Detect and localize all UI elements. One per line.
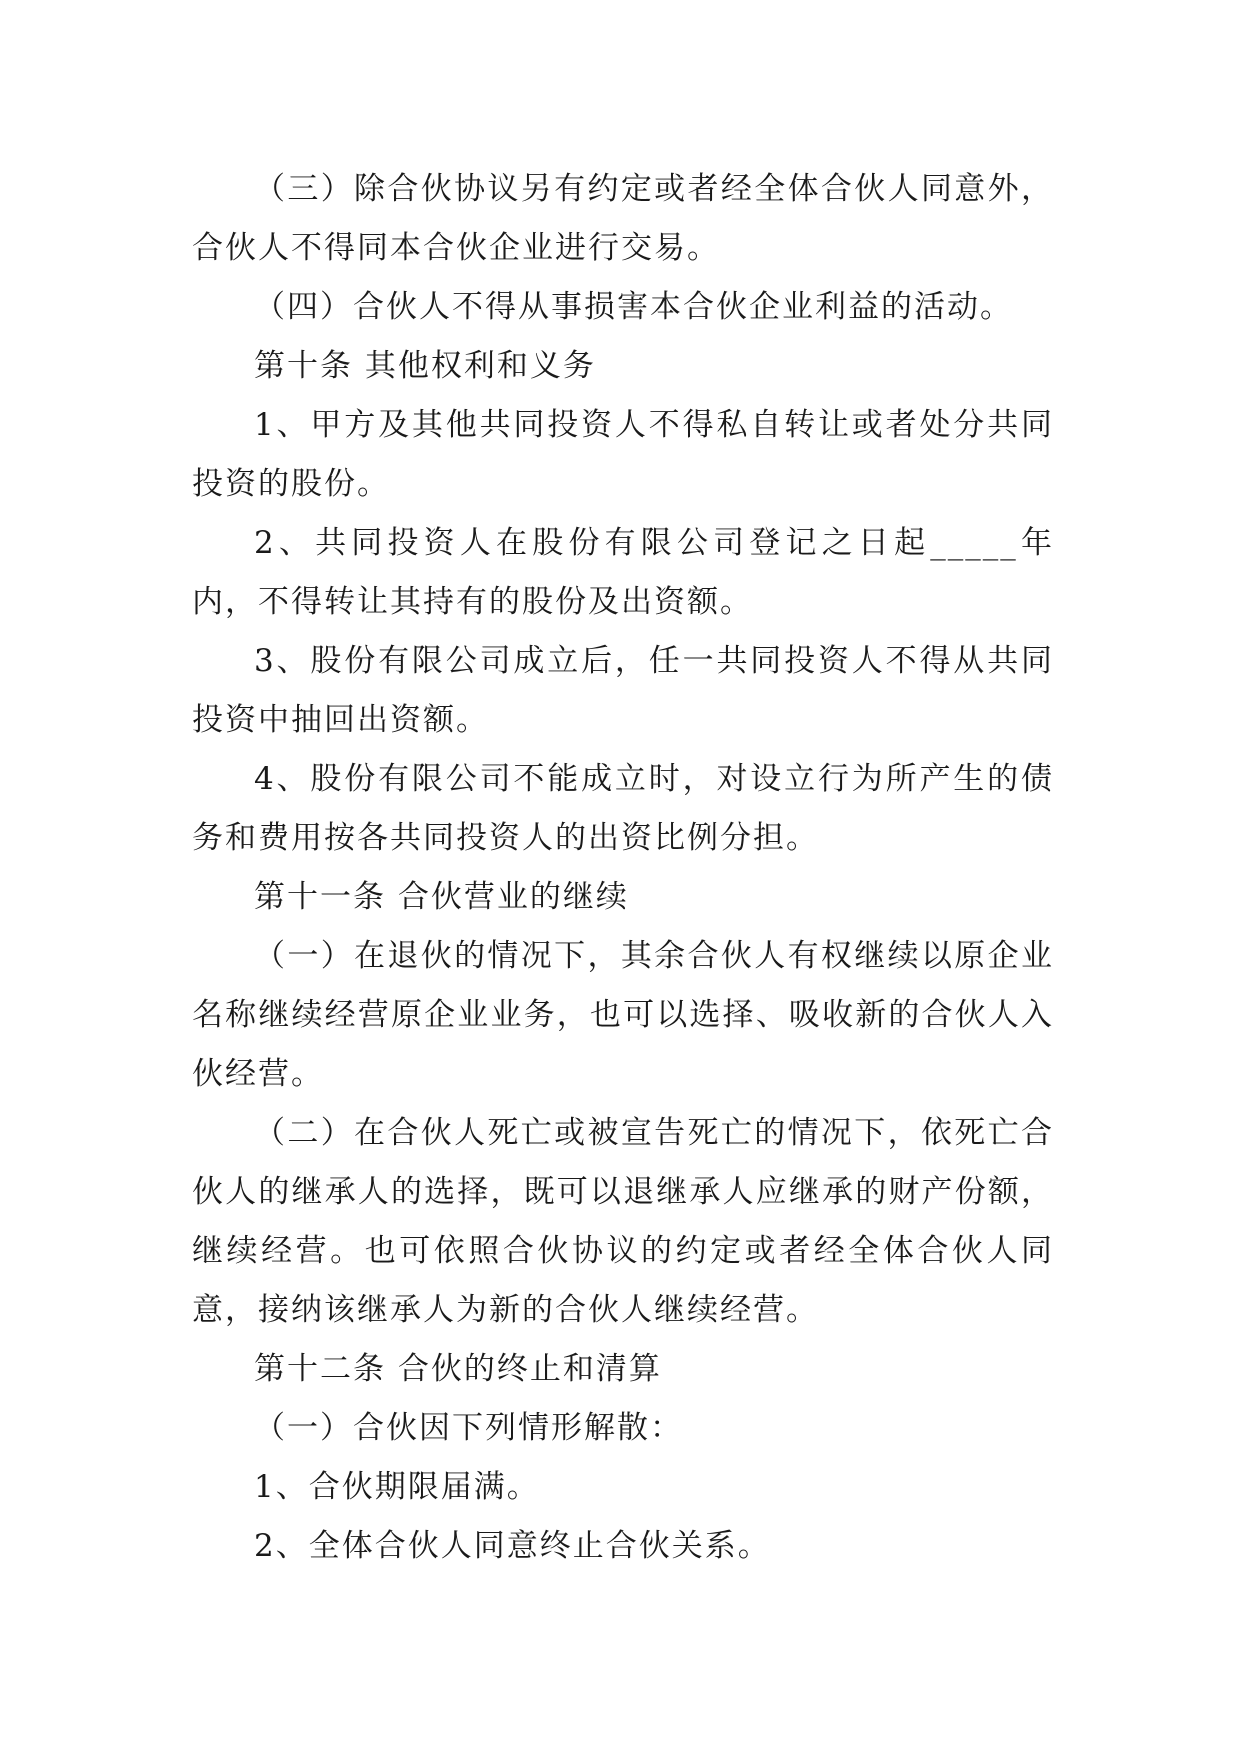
document-body xyxy=(192,160,1054,1576)
article-11-clause-1: （一）在退伙的情况下，其余合伙人有权继续以原企业名称继续经营原企业业务，也可以选择、吸收新的合伙人入伙经营。 xyxy=(192,938,1054,1092)
article-12-item-1: 1、合伙期限届满。 xyxy=(254,1469,540,1505)
article-10-item-4: 4、股份有限公司不能成立时，对设立行为所产生的债务和费用按各共同投资人的出资比例分担。 xyxy=(192,761,1054,856)
article-11-heading: 第十一条 合伙营业的继续 xyxy=(254,879,629,915)
article-12-item-2: 2、全体合伙人同意终止合伙关系。 xyxy=(254,1528,771,1564)
article-10-item-3: 3、股份有限公司成立后，任一共同投资人不得从共同投资中抽回出资额。 xyxy=(192,643,1054,738)
clause-4-paragraph: （四）合伙人不得从事损害本合伙企业利益的活动。 xyxy=(254,289,1013,325)
clause-3-paragraph: （三）除合伙协议另有约定或者经全体合伙人同意外，合伙人不得同本合伙企业进行交易。 xyxy=(192,171,1054,266)
article-10-heading: 第十条 其他权利和义务 xyxy=(254,348,596,384)
article-10-item-2: 2、共同投资人在股份有限公司登记之日起_____年内，不得转让其持有的股份及出资额。 xyxy=(192,525,1054,620)
article-12-clause-1: （一）合伙因下列情形解散： xyxy=(254,1410,683,1446)
article-11-clause-2: （二）在合伙人死亡或被宣告死亡的情况下，依死亡合伙人的继承人的选择，既可以退继承人应继承的财产份额，继续经营。也可依照合伙协议的约定或者经全体合伙人同意，接纳该继承人为新的合伙人继续经营。 xyxy=(192,1115,1054,1328)
article-12-heading: 第十二条 合伙的终止和清算 xyxy=(254,1351,662,1387)
article-10-item-1: 1、甲方及其他共同投资人不得私自转让或者处分共同投资的股份。 xyxy=(192,407,1054,502)
